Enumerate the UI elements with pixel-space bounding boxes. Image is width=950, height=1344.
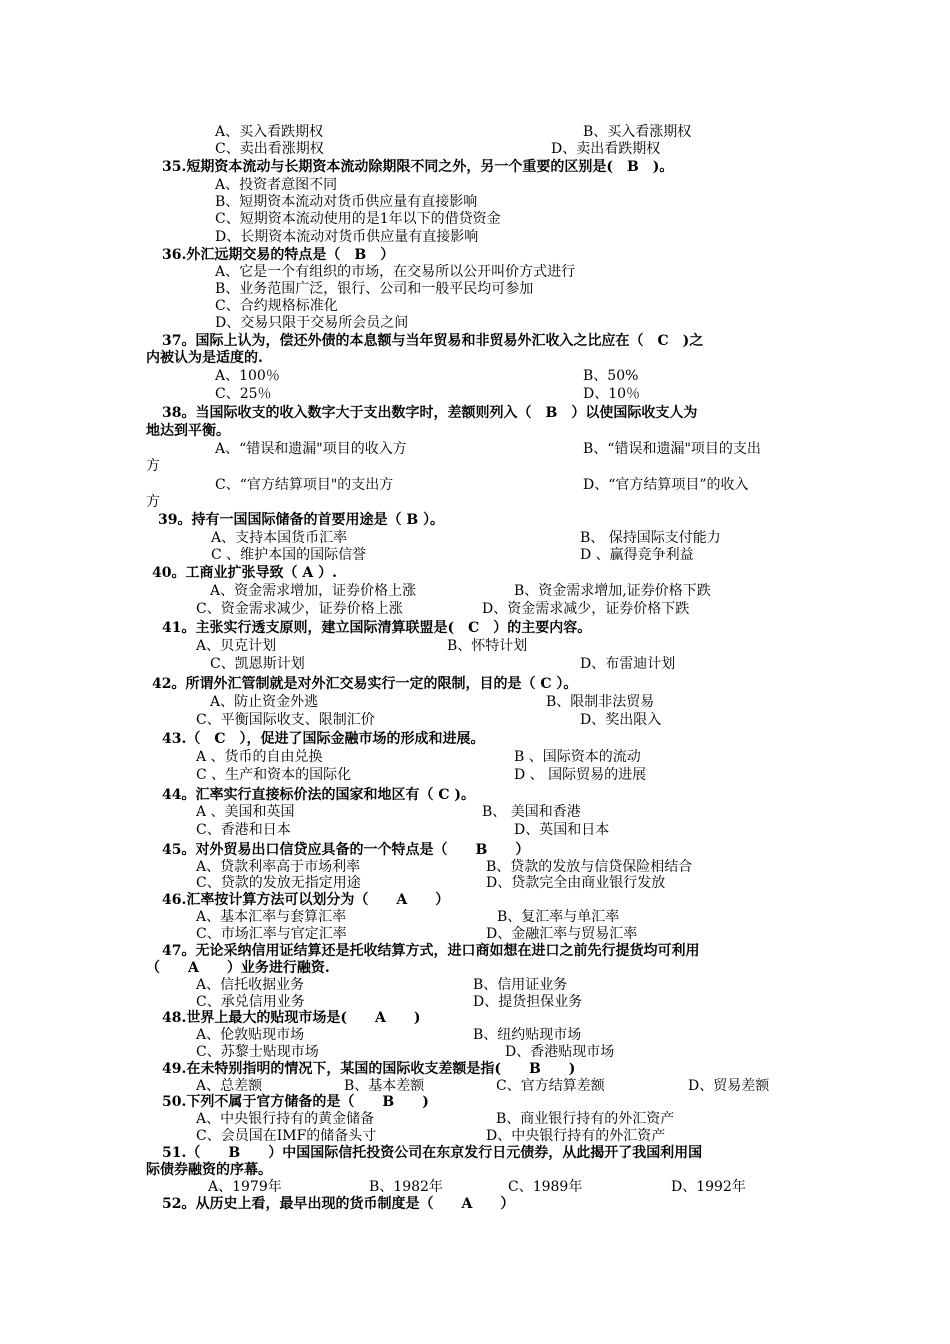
question-45: 45。对外贸易出口信贷应具备的一个特点是（ B ）: [162, 842, 530, 858]
option-a: A、中央银行持有的黄金储备: [196, 1111, 375, 1127]
option-d: D、中央银行持有的外汇资产: [486, 1128, 666, 1144]
question-36: 36.外汇远期交易的特点是（ B ）: [162, 247, 395, 263]
option-d: D、布雷迪计划: [580, 656, 676, 672]
option-d: D、金融汇率与贸易汇率: [486, 926, 638, 942]
question-38-cont: 地达到平衡。: [146, 423, 230, 439]
option-b-cont: 方: [146, 458, 160, 474]
option-d: D、交易只限于交易所会员之间: [215, 315, 409, 331]
option-a: A、伦敦贴现市场: [196, 1027, 305, 1043]
option-c: C、官方结算差额: [496, 1078, 605, 1094]
question-51: 51.（ B ）中国国际信托投资公司在东京发行日元债券，从此揭开了我国利用国: [162, 1145, 703, 1161]
option-c: C、1989年: [508, 1179, 583, 1195]
option-d: D、10％: [583, 386, 641, 402]
option-c: C、平衡国际收支、限制汇价: [196, 712, 375, 728]
option-d: D、贷款完全由商业银行发放: [486, 875, 666, 891]
option-b: B、买入看涨期权: [583, 124, 692, 140]
option-c: C、卖出看涨期权: [215, 141, 324, 157]
question-38: 38。当国际收支的收入数字大于支出数字时，差额则列入（ B ）以使国际收支人为: [162, 405, 698, 421]
option-b: B、资金需求增加,证券价格下跌: [514, 583, 711, 599]
option-a: A、它是一个有组织的市场，在交易所以公开叫价方式进行: [215, 264, 576, 280]
option-b: B、短期资本流动对货币供应量有直接影响: [215, 194, 478, 210]
option-b: B、限制非法贸易: [546, 694, 655, 710]
option-c: C、凯恩斯计划: [210, 656, 305, 672]
option-b: B、怀特计划: [447, 638, 528, 654]
option-b: B 、国际资本的流动: [514, 749, 641, 765]
option-a: A、信托收据业务: [196, 977, 305, 993]
question-51-cont: 际债券融资的序幕。: [146, 1162, 272, 1178]
question-39: 39。持有一国国际储备的首要用途是（ B ）。: [158, 512, 445, 528]
option-d: D 、 国际贸易的进展: [514, 767, 647, 783]
option-b: B、商业银行持有的外汇资产: [496, 1111, 675, 1127]
question-44: 44。汇率实行直接标价法的国家和地区有（ C )。: [162, 787, 475, 803]
option-a: A、贷款利率高于市场利率: [196, 859, 361, 875]
option-c: C、市场汇率与官定汇率: [196, 926, 347, 942]
question-37: 37。国际上认为，偿还外债的本息额与当年贸易和非贸易外汇收入之比应在（ C )之: [162, 333, 704, 349]
question-43: 43.（ C ），促进了国际金融市场的形成和进展。: [162, 731, 485, 747]
question-46: 46.汇率按计算方法可以划分为（ A ）: [162, 892, 450, 908]
option-b: B、1982年: [369, 1179, 443, 1195]
option-a: A、投资者意图不同: [215, 177, 338, 193]
question-48: 48.世界上最大的贴现市场是( A ): [162, 1010, 421, 1026]
option-b: B、业务范围广泛，银行、公司和一般平民均可参加: [215, 281, 534, 297]
option-a: A、资金需求增加，证券价格上涨: [210, 583, 417, 599]
option-c: C、短期资本流动使用的是1年以下的借贷资金: [215, 211, 501, 227]
option-d: D、资金需求减少，证券价格下跌: [482, 601, 690, 617]
option-d: D、1992年: [671, 1179, 746, 1195]
option-c: C、会员国在IMF的储备头寸: [196, 1128, 377, 1144]
option-a: A、“错误和遗漏"项目的收入方: [215, 441, 407, 457]
option-c: C 、生产和资本的国际化: [196, 767, 352, 783]
option-c: C、“官方结算项目"的支出方: [215, 477, 394, 493]
option-d: D、香港贴现市场: [505, 1044, 615, 1060]
option-b: B、贷款的发放与信贷保险相结合: [486, 859, 693, 875]
option-d: D、长期资本流动对货币供应量有直接影响: [215, 229, 479, 245]
option-a: A、100％: [215, 368, 280, 384]
option-d: D、“官方结算项目”的收入: [583, 477, 749, 493]
option-b: B、复汇率与单汇率: [497, 909, 620, 925]
option-b: B、信用证业务: [473, 977, 568, 993]
option-a: A、总差额: [196, 1078, 263, 1094]
option-b: B、纽约贴现市场: [473, 1027, 582, 1043]
option-b: B、 保持国际支付能力: [580, 530, 721, 546]
question-47-cont: （ A ）业务进行融资.: [146, 960, 330, 976]
option-d: D、贸易差额: [688, 1078, 770, 1094]
option-d: D、英国和日本: [514, 822, 610, 838]
option-a: A、防止资金外逃: [210, 694, 319, 710]
option-a: A、基本汇率与套算汇率: [196, 909, 347, 925]
option-b: B、“错误和遗漏"项目的支出: [583, 441, 761, 457]
option-c: C、香港和日本: [196, 822, 291, 838]
option-c: C、苏黎士贴现市场: [196, 1044, 319, 1060]
option-d: D、提货担保业务: [473, 994, 583, 1010]
option-a: A、贝克计划: [196, 638, 277, 654]
option-c: C、承兑信用业务: [196, 994, 305, 1010]
question-41: 41。主张实行透支原则，建立国际清算联盟是( C ）的主要内容。: [162, 620, 592, 636]
option-c: C、贷款的发放无指定用途: [196, 875, 361, 891]
option-a: A、买入看跌期权: [215, 124, 324, 140]
option-a: A 、货币的自由兑换: [196, 749, 323, 765]
option-c: C 、维护本国的国际信誉: [211, 547, 367, 563]
option-b: B、50%: [583, 368, 639, 384]
option-d-cont: 方: [146, 494, 160, 510]
option-d: D、卖出看跌期权: [551, 141, 661, 157]
option-c: C、资金需求减少，证券价格上涨: [196, 601, 403, 617]
option-b: B、基本差额: [344, 1078, 425, 1094]
option-a: A 、美国和英国: [196, 804, 295, 820]
option-a: A、1979年: [208, 1179, 282, 1195]
question-49: 49.在未特别指明的情况下，某国的国际收支差额是指( B ): [162, 1061, 576, 1077]
option-b: B、 美国和香港: [482, 804, 581, 820]
question-42: 42。所谓外汇管制就是对外汇交易实行一定的限制，目的是（ C ）。: [152, 676, 578, 692]
question-35: 35.短期资本流动与长期资本流动除期限不同之外，另一个重要的区别是( B )。: [162, 159, 674, 175]
question-50: 50.下列不属于官方储备的是（ B ): [162, 1094, 429, 1110]
question-52: 52。从历史上看，最早出现的货币制度是（ A ）: [162, 1196, 515, 1212]
option-c: C、合约规格标准化: [215, 298, 338, 314]
option-a: A、支持本国货币汇率: [211, 530, 348, 546]
question-40: 40。工商业扩张导致（ A ）.: [152, 565, 337, 581]
option-d: D、奖出限入: [580, 712, 662, 728]
question-47: 47。无论采纳信用证结算还是托收结算方式，进口商如想在进口之前先行提货均可利用: [162, 943, 700, 959]
question-37-cont: 内被认为是适度的.: [146, 350, 263, 366]
option-d: D 、赢得竞争利益: [580, 547, 694, 563]
option-c: C、25％: [215, 386, 272, 402]
